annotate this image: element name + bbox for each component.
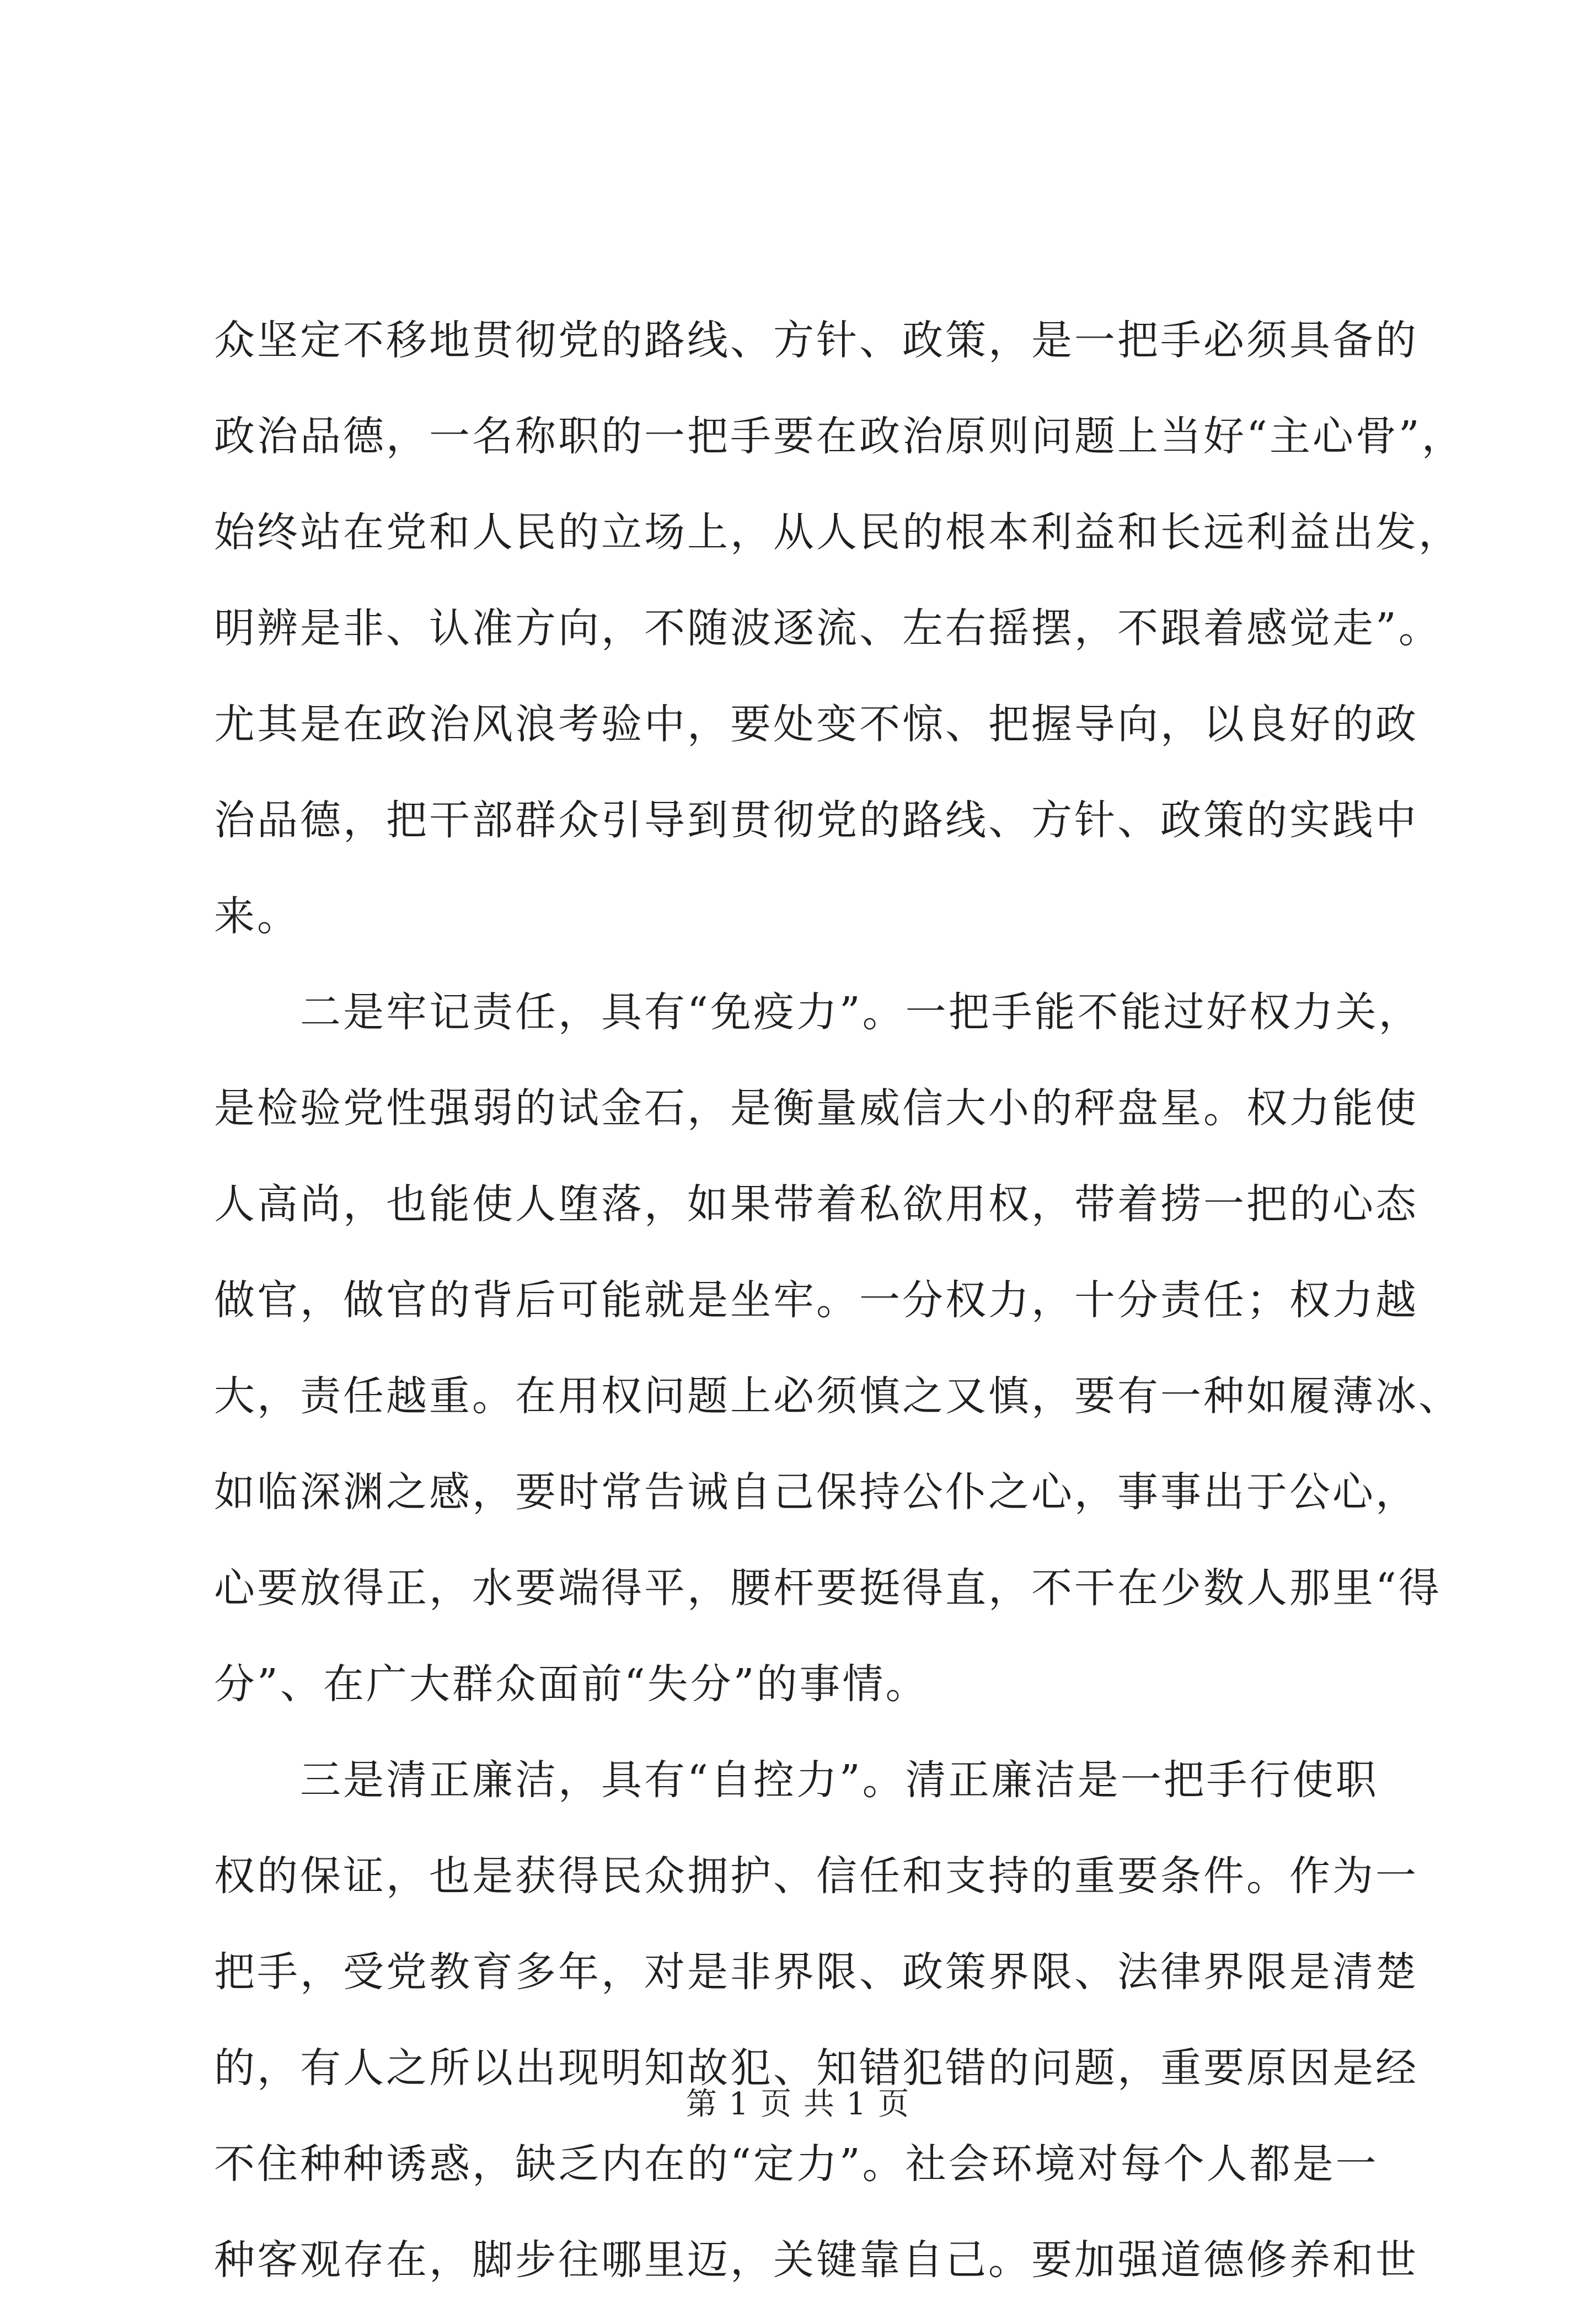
text-line: 众坚定不移地贯彻党的路线、方针、政策，是一把手必须具备的 [214, 317, 1418, 364]
text-line: 权的保证，也是获得民众拥护、信任和支持的重要条件。作为一 [214, 1852, 1418, 1900]
text-line: 的，有人之所以出现明知故犯、知错犯错的问题，重要原因是经 [214, 2044, 1418, 2092]
text-line: 三是清正廉洁，具有“自控力”。清正廉洁是一把手行使职 [214, 1756, 1379, 1804]
text-line: 不住种种诱惑，缺乏内在的“定力”。社会环境对每个人都是一 [214, 2140, 1379, 2188]
page-footer [0, 2080, 1596, 2124]
text-line: 二是牢记责任，具有“免疫力”。一把手能不能过好权力关， [214, 989, 1422, 1036]
text-line: 心要放得正，水要端得平，腰杆要挺得直，不干在少数人那里“得 [214, 1564, 1442, 1612]
text-line: 治品德，把干部群众引导到贯彻党的路线、方针、政策的实践中 [214, 797, 1418, 844]
body-text [214, 292, 1488, 2308]
text-line: 尤其是在政治风浪考验中，要处变不惊、把握导向，以良好的政 [214, 701, 1418, 748]
text-line: 做官，做官的背后可能就是坐牢。一分权力，十分责任；权力越 [214, 1276, 1418, 1324]
text-line: 来。 [214, 893, 300, 940]
text-line: 把手，受党教育多年，对是非界限、政策界限、法律界限是清楚 [214, 1948, 1418, 1996]
text-line: 分”、在广大群众面前“失分”的事情。 [214, 1660, 929, 1708]
text-line: 明辨是非、认准方向，不随波逐流、左右摇摆，不跟着感觉走”。 [214, 605, 1442, 652]
text-line: 始终站在党和人民的立场上，从人民的根本利益和长远利益出发， [214, 509, 1461, 556]
text-line: 大，责任越重。在用权问题上必须慎之又慎，要有一种如履薄冰、 [214, 1372, 1461, 1420]
text-line: 如临深渊之感，要时常告诫自己保持公仆之心，事事出于公心， [214, 1468, 1418, 1516]
page-number-label: 第 1 页 共 1 页 [685, 2086, 911, 2122]
text-line: 种客观存在，脚步往哪里迈，关键靠自己。要加强道德修养和世 [214, 2236, 1418, 2284]
text-line: 是检验党性强弱的试金石，是衡量威信大小的秤盘星。权力能使 [214, 1084, 1418, 1132]
text-line: 人高尚，也能使人堕落，如果带着私欲用权，带着捞一把的心态 [214, 1180, 1418, 1228]
text-line: 政治品德，一名称职的一把手要在政治原则问题上当好“主心骨”， [214, 413, 1465, 460]
